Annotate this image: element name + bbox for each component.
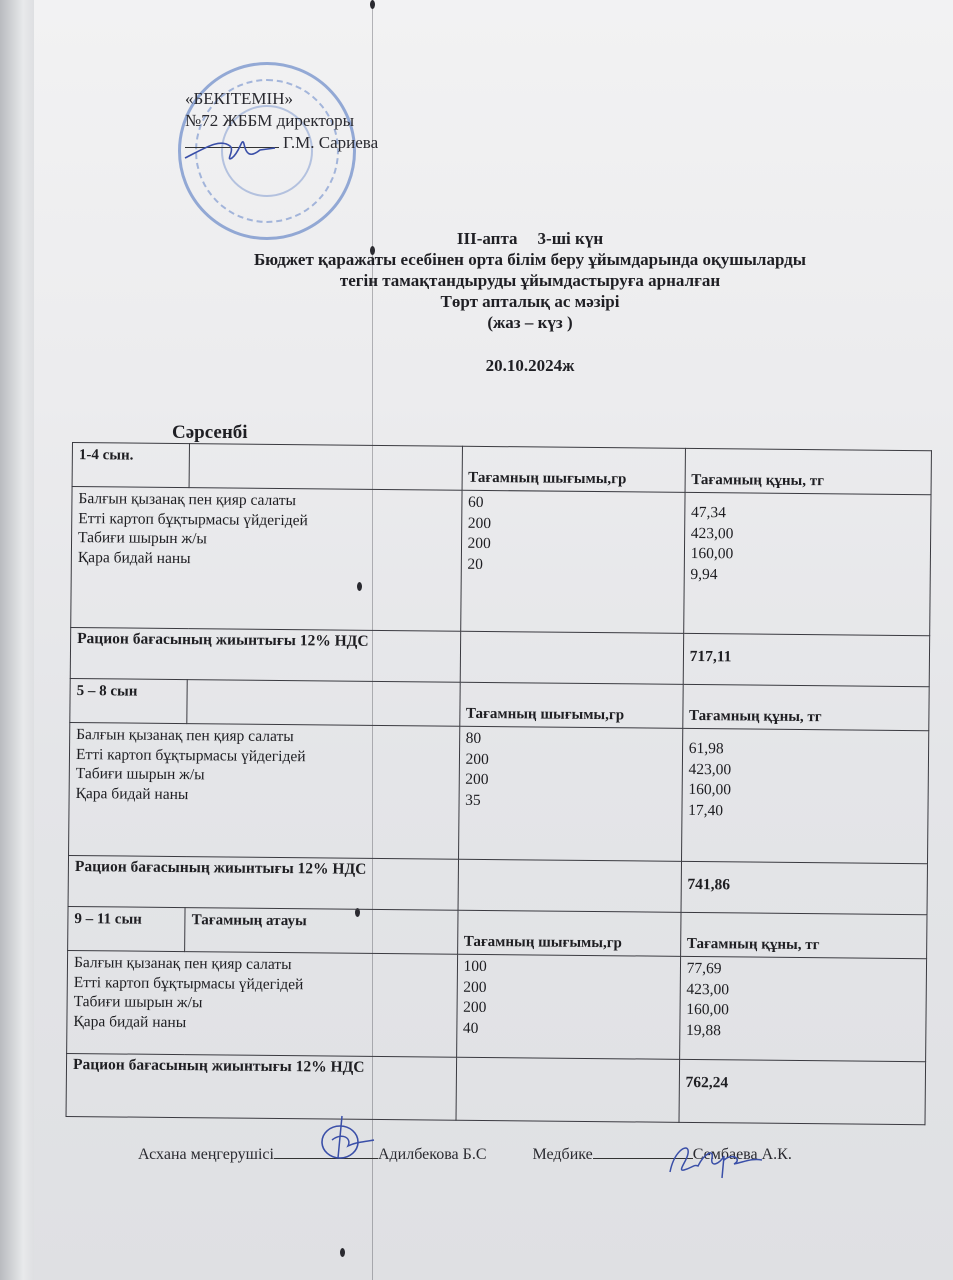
document-header [160,228,900,376]
total-label: Рацион бағасының жиынтығы 12% НДС [66,1053,456,1120]
kitchen-head-name: Адилбекова Б.С [377,1146,487,1163]
dish-item: Етті картоп бұқтырмасы үйдегідей [78,509,308,529]
dish-item: Табиғи шырын ж/ы [73,993,203,1012]
cost-value: 9,94 [690,565,718,583]
total-empty-cell [458,859,682,912]
dishes-row [67,950,927,1061]
cost-value: 423,00 [686,980,730,998]
portion-header: Тағамның шығымы,гр [462,446,686,492]
portion-value: 200 [463,978,487,996]
menu-table [66,442,932,1125]
cost-list [683,492,931,635]
grade-label: 1-4 сын. [72,443,190,488]
dish-item: Қара бидай наны [77,548,191,567]
dish-item: Қара бидай наны [75,784,189,803]
total-value: 762,24 [679,1059,926,1124]
approval-position: №72 ЖББМ директоры [185,111,355,130]
portion-value: 200 [465,770,489,789]
nurse-name: Сембаева А.К. [692,1146,792,1163]
total-empty-cell [456,1057,680,1122]
title-line-2: тегін тамақтандыруды ұйымдастыруға арналған [339,271,721,290]
cost-header: Тағамның құны, тг [685,448,932,494]
cost-list [679,956,926,1061]
dish-item: Етті картоп бұқтырмасы үйдегідей [75,745,306,765]
dishes-row [71,487,931,636]
dish-item: Табиғи шырын ж/ы [78,529,207,548]
nurse-signature-icon [664,1138,764,1182]
portion-value: 80 [465,729,482,747]
portion-list [460,490,684,633]
cost-value: 17,40 [688,801,724,819]
kitchen-head-label: Асхана меңгерушісі [138,1146,274,1163]
dish-name-header [187,680,460,727]
portion-list [456,954,680,1059]
cost-value: 423,00 [690,524,734,542]
dish-item: Қара бидай наны [73,1012,187,1031]
day-number-label: 3-ші күн [537,229,604,248]
title-line-3: Төрт апталық ас мәзірі [440,292,620,311]
dish-list [71,487,462,632]
dish-item: Табиғи шырын ж/ы [75,765,205,784]
approval-title: «БЕКІТЕМІН» [185,89,293,108]
cost-value: 160,00 [688,780,732,799]
total-empty-cell [460,631,684,684]
grade-label: 5 – 8 сын [70,678,188,723]
cost-value: 61,98 [688,739,724,758]
cost-header: Тағамның құны, тг [680,912,927,958]
cost-header: Тағамның құны, тг [682,684,929,730]
cost-value: 77,69 [686,959,722,978]
portion-value: 100 [463,957,487,976]
cost-list [681,728,929,863]
total-row [70,627,929,686]
portion-value: 200 [467,534,491,553]
portion-value: 60 [467,493,484,511]
portion-value: 200 [467,514,492,532]
portion-value: 20 [467,555,483,573]
portion-value: 200 [463,998,487,1017]
portion-value: 200 [465,750,489,768]
approval-signatory: Г.М. Сариева [283,133,379,152]
dish-item: Балғын қызанақ пен қияр салаты [76,726,294,746]
title-line-1: Бюджет қаражаты есебінен орта білім беру ұйымдарында оқушыларды [253,250,807,269]
dish-item: Етті картоп бұқтырмасы үйдегідей [73,973,304,993]
kitchen-head-signature-icon [312,1112,382,1164]
signature-footer [138,1146,898,1164]
pin-mark-icon [340,1248,345,1257]
total-value: 717,11 [683,633,930,686]
pin-mark-icon [370,0,375,9]
cost-value: 423,00 [688,760,732,778]
dish-list [69,722,460,859]
dish-name-header: Тағамның атауы [185,908,458,955]
cost-value: 47,34 [690,503,726,522]
week-label: ІІІ-апта [456,229,518,248]
dish-item: Балғын қызанақ пен қияр салаты [78,490,297,510]
grade-label: 9 – 11 сын [68,906,186,951]
menu-date: 20.10.2024ж [485,356,575,375]
total-row [66,1053,926,1124]
season-label: (жаз – күз ) [487,313,573,332]
director-signature-icon [180,128,280,168]
cost-value: 160,00 [686,1000,729,1019]
cost-value: 19,88 [685,1021,722,1039]
portion-header: Тағамның шығымы,гр [457,910,681,956]
dishes-row [69,722,929,863]
portion-value: 35 [465,791,481,809]
total-row [68,855,927,914]
cost-value: 160,00 [690,544,734,563]
dish-item: Балғын қызанақ пен қияр салаты [73,954,292,974]
nurse-label: Медбике [532,1146,593,1163]
dish-name-header [189,444,462,491]
total-label: Рацион бағасының жиынтығы 12% НДС [68,855,458,910]
portion-list [458,726,682,861]
portion-header: Тағамның шығымы,гр [459,682,683,728]
total-label: Рацион бағасының жиынтығы 12% НДС [70,627,460,682]
dish-list [67,950,458,1057]
day-of-week: Сәрсенбі [172,422,248,443]
portion-value: 40 [462,1019,479,1037]
total-value: 741,86 [681,861,928,914]
